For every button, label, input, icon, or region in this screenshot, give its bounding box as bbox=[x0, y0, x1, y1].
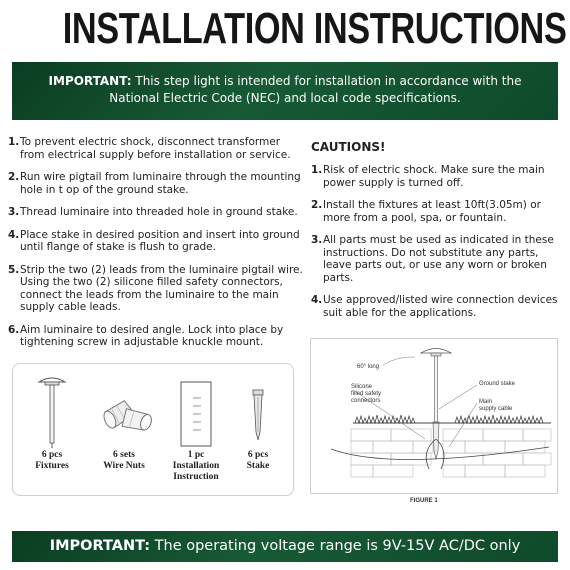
caution-item: 4. Use approved/listed wire connection devices suit able for the applications. bbox=[311, 294, 558, 319]
supply-cable-label: Main supply cable bbox=[479, 399, 513, 412]
voltage-text: The operating voltage range is 9V-15V AC/DC only bbox=[154, 538, 521, 554]
step-item: 5. Strip the two (2) leads from the luminaire pigtail wire. Using the two (2) silicone filled safety connectors, connect the leads from the luminaire to the main supply cable leads. bbox=[8, 263, 303, 313]
connector-label: Silicone filled safety connectors bbox=[351, 384, 382, 404]
voltage-important-label: IMPORTANT: bbox=[49, 538, 151, 554]
installation-diagram bbox=[311, 339, 557, 493]
ground-stake-label: Ground stake bbox=[479, 381, 516, 387]
stake-icon bbox=[223, 372, 293, 450]
step-item: 2. Run wire pigtail from luminaire through the mounting hole in t op of the ground stake. bbox=[8, 171, 301, 196]
parts-list-box bbox=[12, 363, 294, 496]
figure-caption: FIGURE 1 bbox=[410, 498, 438, 504]
important-text-line-2: National Electric Code (NEC) and local code specifications. bbox=[109, 91, 461, 105]
cautions-title: CAUTIONS! bbox=[311, 140, 386, 154]
part-wire-nuts: 6 sets Wire Nuts bbox=[89, 364, 159, 495]
part-instruction: 1 pc Installation Instruction bbox=[161, 364, 231, 495]
installation-steps bbox=[8, 136, 306, 359]
part-fixtures: 6 pcs Fixtures bbox=[17, 364, 87, 495]
page-title: INSTALLATION INSTRUCTIONS bbox=[62, 4, 567, 53]
step-item: 3. Thread luminaire into threaded hole in ground stake. bbox=[8, 206, 298, 218]
important-label: IMPORTANT: bbox=[48, 74, 132, 88]
fixture-icon bbox=[17, 372, 87, 450]
caution-item: 2. Install the fixtures at least 10ft(3.05m) or more from a pool, spa, or fountain. bbox=[311, 199, 541, 224]
voltage-notice-banner bbox=[12, 531, 558, 562]
caution-item: 3. All parts must be used as indicated in these instructions. Do not substitute any parts, leave parts out, or use any worn or broken parts. bbox=[311, 234, 554, 284]
wire-nut-icon bbox=[89, 372, 159, 450]
step-item: 4. Place stake in desired position and insert into ground until flange of stake is flush to grade. bbox=[8, 228, 300, 253]
caution-item: 1. Risk of electric shock. Make sure the main power supply is turned off. bbox=[311, 164, 545, 189]
important-notice-banner bbox=[12, 62, 558, 120]
part-stake: 6 pcs Stake bbox=[223, 364, 293, 495]
angle-label: 60° long bbox=[357, 364, 380, 370]
step-item: 6. Aim luminaire to desired angle. Lock into place by tightening screw in adjustable knuckle mount. bbox=[8, 323, 284, 348]
cautions-section bbox=[311, 136, 561, 329]
important-text-line-1: This step light is intended for installation in accordance with the bbox=[135, 74, 522, 88]
manual-icon bbox=[161, 372, 231, 450]
step-item: 1. To prevent electric shock, disconnect transformer from electrical supply before installation or service. bbox=[8, 136, 291, 161]
installation-figure bbox=[310, 338, 558, 494]
